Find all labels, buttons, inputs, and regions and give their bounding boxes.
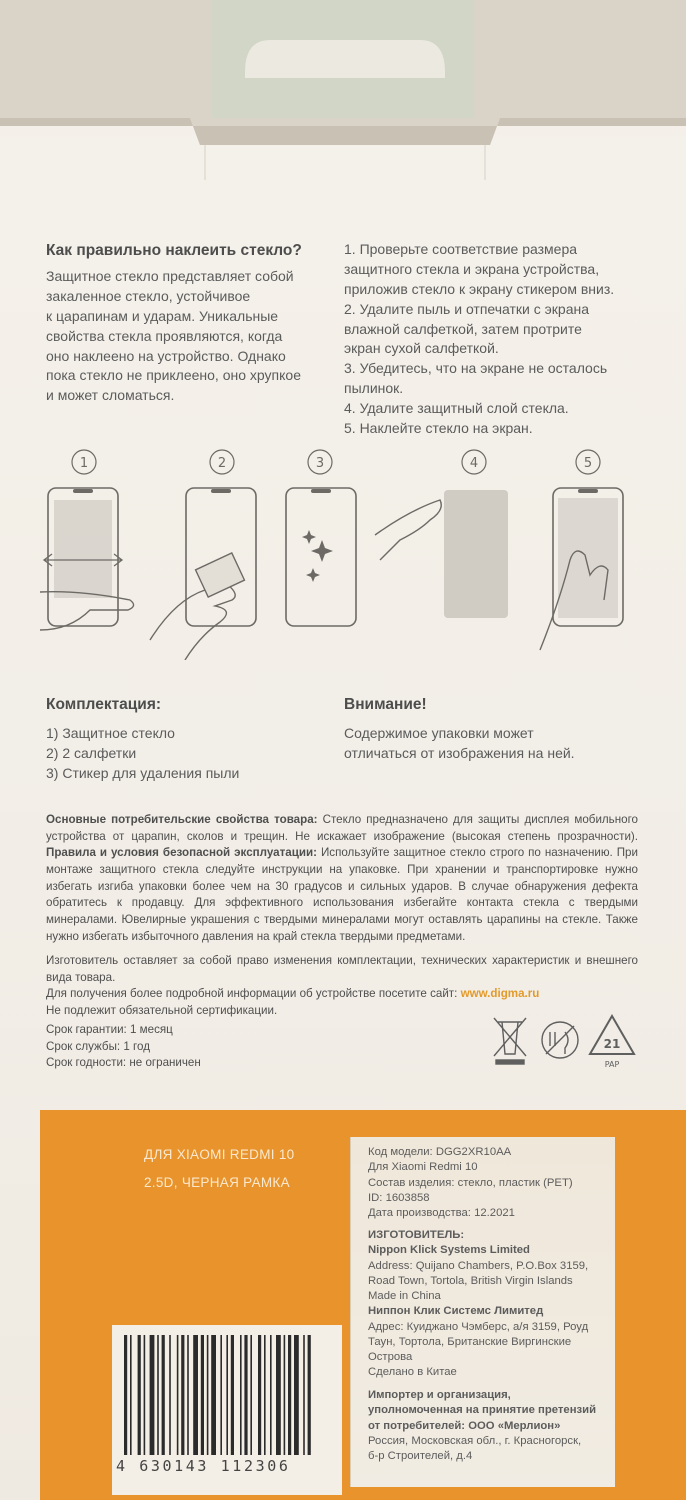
properties-text: Стекло предназначено для защиты дисплея мобильного устройства от царапин, сколов и трещин. Не искажает изображение (высокая степень прозрачности).: [46, 813, 638, 843]
barcode-bar: [240, 1335, 242, 1455]
crossed-bin-icon: [494, 1018, 526, 1064]
step-line: приложив стекло к экрану стикером вниз.: [344, 280, 615, 297]
barcode-bar: [250, 1335, 252, 1455]
step-number-5: 5: [583, 456, 593, 471]
barcode-bar: [207, 1335, 209, 1455]
intro-line: оно наклеено на устройство. Однако: [46, 347, 286, 364]
properties-block: [46, 812, 638, 946]
barcode-bar: [288, 1335, 291, 1455]
label-model: Код модели: DGG2XR10AA: [368, 1146, 512, 1158]
barcode-bar: [284, 1335, 286, 1455]
term-line: Срок годности: не ограничен: [46, 1056, 201, 1070]
intro-line: Защитное стекло представляет собой: [46, 268, 294, 284]
instructions-intro: [46, 267, 336, 406]
site-prefix: Для получения более подробной информации об устройстве посетите сайт:: [46, 987, 461, 1001]
label-material: Состав изделия: стекло, пластик (PET): [368, 1176, 573, 1189]
kit-item: 3) Стикер для удаления пыли: [46, 764, 240, 781]
barcode-bar: [201, 1335, 204, 1455]
barcode-bar: [130, 1335, 132, 1455]
instructions-steps: [344, 240, 664, 439]
barcode-bar: [162, 1335, 165, 1455]
pap-recycle-icon: [590, 1016, 634, 1069]
label-importer: [368, 1388, 613, 1464]
step-number-3: 3: [315, 456, 325, 471]
phone-icon-2: [186, 488, 256, 626]
term-line: Срок гарантии: 1 месяц: [46, 1023, 173, 1036]
step-line: защитного стекла и экрана устройства,: [344, 260, 600, 277]
importer-line: уполномоченная на принятие претензий: [368, 1404, 597, 1417]
step-line: пылинок.: [344, 380, 404, 397]
barcode-bar: [187, 1335, 189, 1455]
note-line-site: [46, 986, 638, 1003]
step-number-4: 4: [469, 456, 479, 471]
step-line: влажной салфеткой, затем протрите: [344, 320, 582, 337]
label-id: ID: 1603858: [368, 1191, 430, 1204]
glass-icon-1: [54, 500, 112, 598]
step-line: экран сухой салфеткой.: [344, 340, 499, 357]
properties-label: Основные потребительские свойства товара:: [46, 813, 318, 826]
product-line-1: ДЛЯ XIAOMI REDMI 10: [144, 1147, 295, 1162]
maker-addr-line: Address: Quijano Chambers, P.O.Box 3159,: [368, 1259, 589, 1272]
attention-text: [344, 724, 575, 764]
barcode-bar: [258, 1335, 261, 1455]
maker-addr-line: Таун, Тортола, Британские Виргинские: [368, 1335, 572, 1348]
not-for-food-icon: [542, 1022, 578, 1058]
term-line: Срок службы: 1 год: [46, 1039, 150, 1053]
step-line: 3. Убедитесь, что на экране не осталось: [344, 360, 608, 377]
barcode-bar: [193, 1335, 198, 1455]
step-line: 1. Проверьте соответствие размера: [344, 241, 578, 257]
made-in: Made in China: [368, 1290, 441, 1302]
kit-item: 1) Защитное стекло: [46, 725, 175, 741]
hand-icon-2: [150, 585, 235, 660]
rules-text: Используйте защитное стекло строго по назначению. При монтаже защитного стекла следуйте инструкции на упаковке. При хранении и транспортировке нужно избегать изгиба упаковки более чем на 30 градусов и сильных ударов. В случае обнаружения дефекта обратитесь к продавцу. Для эффективного использования избегайте контакта стекла с твердыми минералами. Ювелирные украшения с твердыми минералами могут оставлять царапины на стекле. Также нужно избегать избыточного давления на край стекла твердыми предметами.: [46, 846, 638, 943]
barcode-bar: [169, 1335, 171, 1455]
barcode-bar: [124, 1335, 127, 1455]
barcode-bar: [294, 1335, 299, 1455]
step-line: 4. Удалите защитный слой стекла.: [344, 400, 569, 416]
barcode-bar: [211, 1335, 216, 1455]
step-line: 2. Удалите пыль и отпечатки с экрана: [344, 300, 590, 317]
barcode-bar: [226, 1335, 228, 1455]
attention-heading: Внимание!: [344, 696, 427, 713]
barcode-bar: [144, 1335, 146, 1455]
note-line: Изготовитель оставляет за собой право изменения комплектации, технических характеристик и внешнего вида товара.: [46, 954, 638, 984]
instructions-heading: Как правильно наклеить стекло?: [46, 242, 302, 259]
step-number-1: 1: [79, 456, 89, 471]
pap-label: PAP: [604, 1060, 620, 1069]
maker-addr-line: Road Town, Tortola, British Virgin Islands: [368, 1274, 573, 1287]
maker-addr-line: Острова: [368, 1351, 413, 1363]
kit-list: [46, 724, 239, 784]
barcode-bar: [264, 1335, 266, 1455]
barcode-bar: [220, 1335, 222, 1455]
maker-addr-line: Адрес: Куиджано Чэмберс, а/я 3159, Роуд: [368, 1320, 589, 1333]
barcode: [112, 1325, 342, 1495]
barcode-bar: [308, 1335, 311, 1455]
importer-line: Импортер и организация,: [368, 1389, 511, 1401]
pap-number: 21: [603, 1037, 621, 1051]
importer-addr: б-р Строителей, д.4: [368, 1450, 473, 1462]
glass-icon-5: [558, 498, 618, 618]
maker-heading: ИЗГОТОВИТЕЛЬ:: [368, 1229, 465, 1241]
barcode-bar: [150, 1335, 155, 1455]
made-in-ru: Сделано в Китае: [368, 1366, 457, 1379]
barcode-bar: [157, 1335, 159, 1455]
barcode-bars: [124, 1335, 334, 1455]
step-line: 5. Наклейте стекло на экран.: [344, 419, 533, 436]
hang-tab: [0, 0, 686, 180]
intro-line: свойства стекла проявляются, когда: [46, 327, 283, 344]
glass-icon-4: [444, 490, 508, 618]
kit-item: 2) 2 салфетки: [46, 744, 137, 761]
barcode-bar: [177, 1335, 179, 1455]
label-date: Дата производства: 12.2021: [368, 1207, 515, 1219]
barcode-bar: [231, 1335, 234, 1455]
hand-icon-4: [375, 500, 441, 560]
recycling-icons: [488, 1010, 648, 1072]
intro-line: к царапинам и ударам. Уникальные: [46, 307, 279, 324]
kit-heading: Комплектация:: [46, 696, 162, 713]
barcode-bar: [303, 1335, 305, 1455]
intro-line: и может сломаться.: [46, 387, 175, 404]
maker-name-ru: Ниппон Клик Системс Лимитед: [368, 1305, 544, 1318]
site-link[interactable]: www.digma.ru: [460, 987, 540, 1001]
product-line-2: 2.5D, ЧЕРНАЯ РАМКА: [144, 1175, 290, 1190]
barcode-bar: [276, 1335, 281, 1455]
note-line: Не подлежит обязательной сертификации.: [46, 1004, 278, 1018]
label-for: Для Xiaomi Redmi 10: [368, 1161, 478, 1174]
barcode-digits: 4 630143 112306: [116, 1457, 291, 1475]
importer-addr: Россия, Московская обл., г. Красногорск,: [368, 1434, 582, 1447]
step-illustrations: [0, 440, 686, 660]
rules-label: Правила и условия безопасной эксплуатации:: [46, 846, 317, 860]
importer-line: от потребителей: ООО «Мерлион»: [368, 1419, 561, 1432]
attention-line: Содержимое упаковки может: [344, 725, 534, 741]
step-number-2: 2: [217, 456, 227, 471]
sparkle-icon: [302, 530, 333, 582]
maker-name-en: Nippon Klick Systems Limited: [368, 1244, 530, 1257]
barcode-bar: [138, 1335, 141, 1455]
intro-line: закаленное стекло, устойчивое: [46, 287, 251, 304]
terms-block: [46, 1022, 201, 1072]
barcode-bar: [270, 1335, 272, 1455]
attention-line: отличаться от изображения на ней.: [344, 744, 575, 761]
barcode-bar: [244, 1335, 247, 1455]
barcode-bar: [181, 1335, 184, 1455]
label-specs: [368, 1145, 613, 1221]
label-manufacturer: [368, 1228, 613, 1381]
intro-line: пока стекло не приклеено, оно хрупкое: [46, 367, 301, 384]
